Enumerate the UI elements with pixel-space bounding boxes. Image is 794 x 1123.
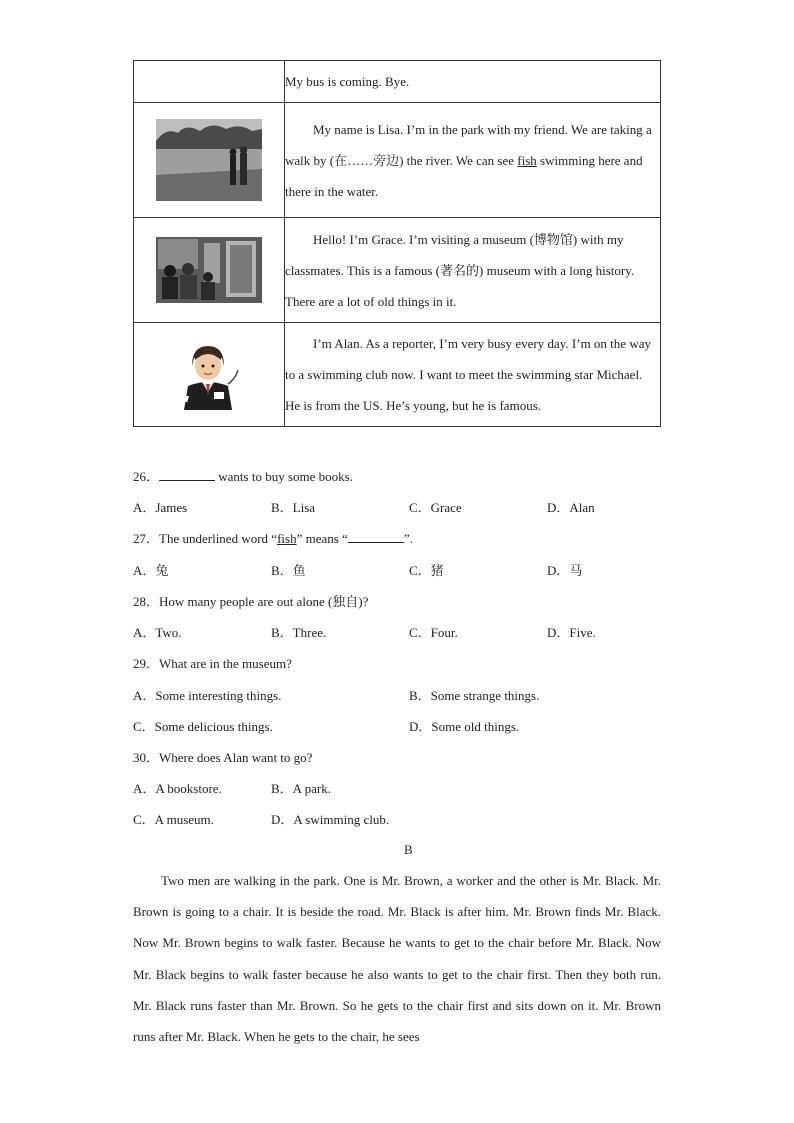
- passage-b-text: Two men are walking in the park. One is Mr. Brown, a worker and the other is Mr. Black. Mr. Brown is going to a chair. It is beside the road. Mr. Black is after him. Mr. Brown finds Mr. Black. Now Mr. Brown begins to walk faster. Because he wants to get to the chair before Mr. Black. Now Mr. Black begins to walk faster because he also wants to get to the chair first. Then they both run. Mr. Black runs faster than Mr. Brown. So he gets to the chair first and sits down on it. Mr. Brown runs after Mr. Black. When he gets to the chair, he sees: [133, 873, 661, 1045]
- passage-text-lisa-end: swimming here and there in the water.: [285, 152, 643, 199]
- option-28-c[interactable]: C．Four.: [409, 625, 458, 640]
- picture-cell-empty: [134, 61, 285, 103]
- question-30: [133, 747, 312, 766]
- answer-blank[interactable]: [159, 470, 215, 481]
- option-28-b[interactable]: B．Three.: [271, 625, 327, 640]
- section-heading: B: [404, 842, 413, 857]
- option-27-c[interactable]: C．猪: [409, 563, 444, 578]
- question-text: How many people are out alone (独自)?: [159, 594, 369, 609]
- reading-table: [133, 60, 661, 427]
- museum-visitors-photo: [156, 237, 262, 303]
- option-30-a[interactable]: A．A bookstore.: [133, 781, 222, 796]
- question-number: 27．: [133, 531, 160, 546]
- underlined-word-fish: fish: [277, 531, 297, 546]
- passage-cell: [285, 323, 661, 427]
- option-27-d[interactable]: D．马: [547, 563, 583, 578]
- table-row: [134, 218, 661, 323]
- option-28-a[interactable]: A．Two.: [133, 625, 182, 640]
- option-30-d[interactable]: D．A swimming club.: [271, 812, 390, 827]
- question-number: 30．: [133, 750, 160, 765]
- option-29-c[interactable]: C．Some delicious things.: [133, 719, 273, 734]
- passage-text-lisa: My name is Lisa. I’m in the park with my friend. We are taking a walk by (在……旁边) the river. We can see: [285, 121, 652, 168]
- reporter-cartoon: [176, 340, 242, 410]
- question-number: 28．: [133, 594, 160, 609]
- question-number: 29．: [133, 656, 160, 671]
- question-text: ”.: [403, 531, 413, 546]
- passage-cell: [285, 61, 661, 103]
- question-28: [133, 591, 368, 610]
- answer-blank[interactable]: [348, 532, 404, 543]
- option-27-a[interactable]: A．兔: [133, 563, 169, 578]
- option-27-b[interactable]: B．鱼: [271, 563, 306, 578]
- question-text: ” means “: [296, 531, 348, 546]
- underlined-word-fish: fish: [517, 152, 537, 168]
- question-text: What are in the museum?: [159, 656, 292, 671]
- question-26: [133, 466, 353, 485]
- option-29-a[interactable]: A．Some interesting things.: [133, 688, 282, 703]
- passage-text-grace: Hello! I’m Grace. I’m visiting a museum (博物馆) with my classmates. This is a famous (著名的) museum with a long history. There are a lot of old things in it.: [285, 231, 635, 309]
- question-text: The underlined word “: [159, 531, 278, 546]
- passage-cell: [285, 103, 661, 218]
- question-29: [133, 653, 292, 672]
- option-30-b[interactable]: B．A park.: [271, 781, 331, 796]
- option-28-d[interactable]: D．Five.: [547, 625, 596, 640]
- option-26-c[interactable]: C．Grace: [409, 500, 462, 515]
- option-30-c[interactable]: C．A museum.: [133, 812, 214, 827]
- option-26-d[interactable]: D．Alan: [547, 500, 595, 515]
- table-row: [134, 103, 661, 218]
- passage-text-james-end: My bus is coming. Bye.: [285, 74, 410, 89]
- option-29-b[interactable]: B．Some strange things.: [409, 688, 540, 703]
- passage-b: [133, 865, 661, 1052]
- table-row: [134, 323, 661, 427]
- option-26-b[interactable]: B．Lisa: [271, 500, 316, 515]
- passage-cell: [285, 218, 661, 323]
- picture-cell: [134, 103, 285, 218]
- option-29-d[interactable]: D．Some old things.: [409, 719, 520, 734]
- question-27: [133, 528, 413, 547]
- question-number: 26．: [133, 469, 160, 484]
- option-26-a[interactable]: A．James: [133, 500, 188, 515]
- passage-text-alan: I’m Alan. As a reporter, I’m very busy every day. I’m on the way to a swimming club now. I want to meet the swimming star Michael. He is from the US. He’s young, but he is famous.: [285, 336, 651, 413]
- question-text: Where does Alan want to go?: [159, 750, 313, 765]
- table-row: [134, 61, 661, 103]
- picture-cell: [134, 218, 285, 323]
- question-text: wants to buy some books.: [215, 469, 353, 484]
- picture-cell: [134, 323, 285, 427]
- lake-couple-photo: [156, 119, 262, 201]
